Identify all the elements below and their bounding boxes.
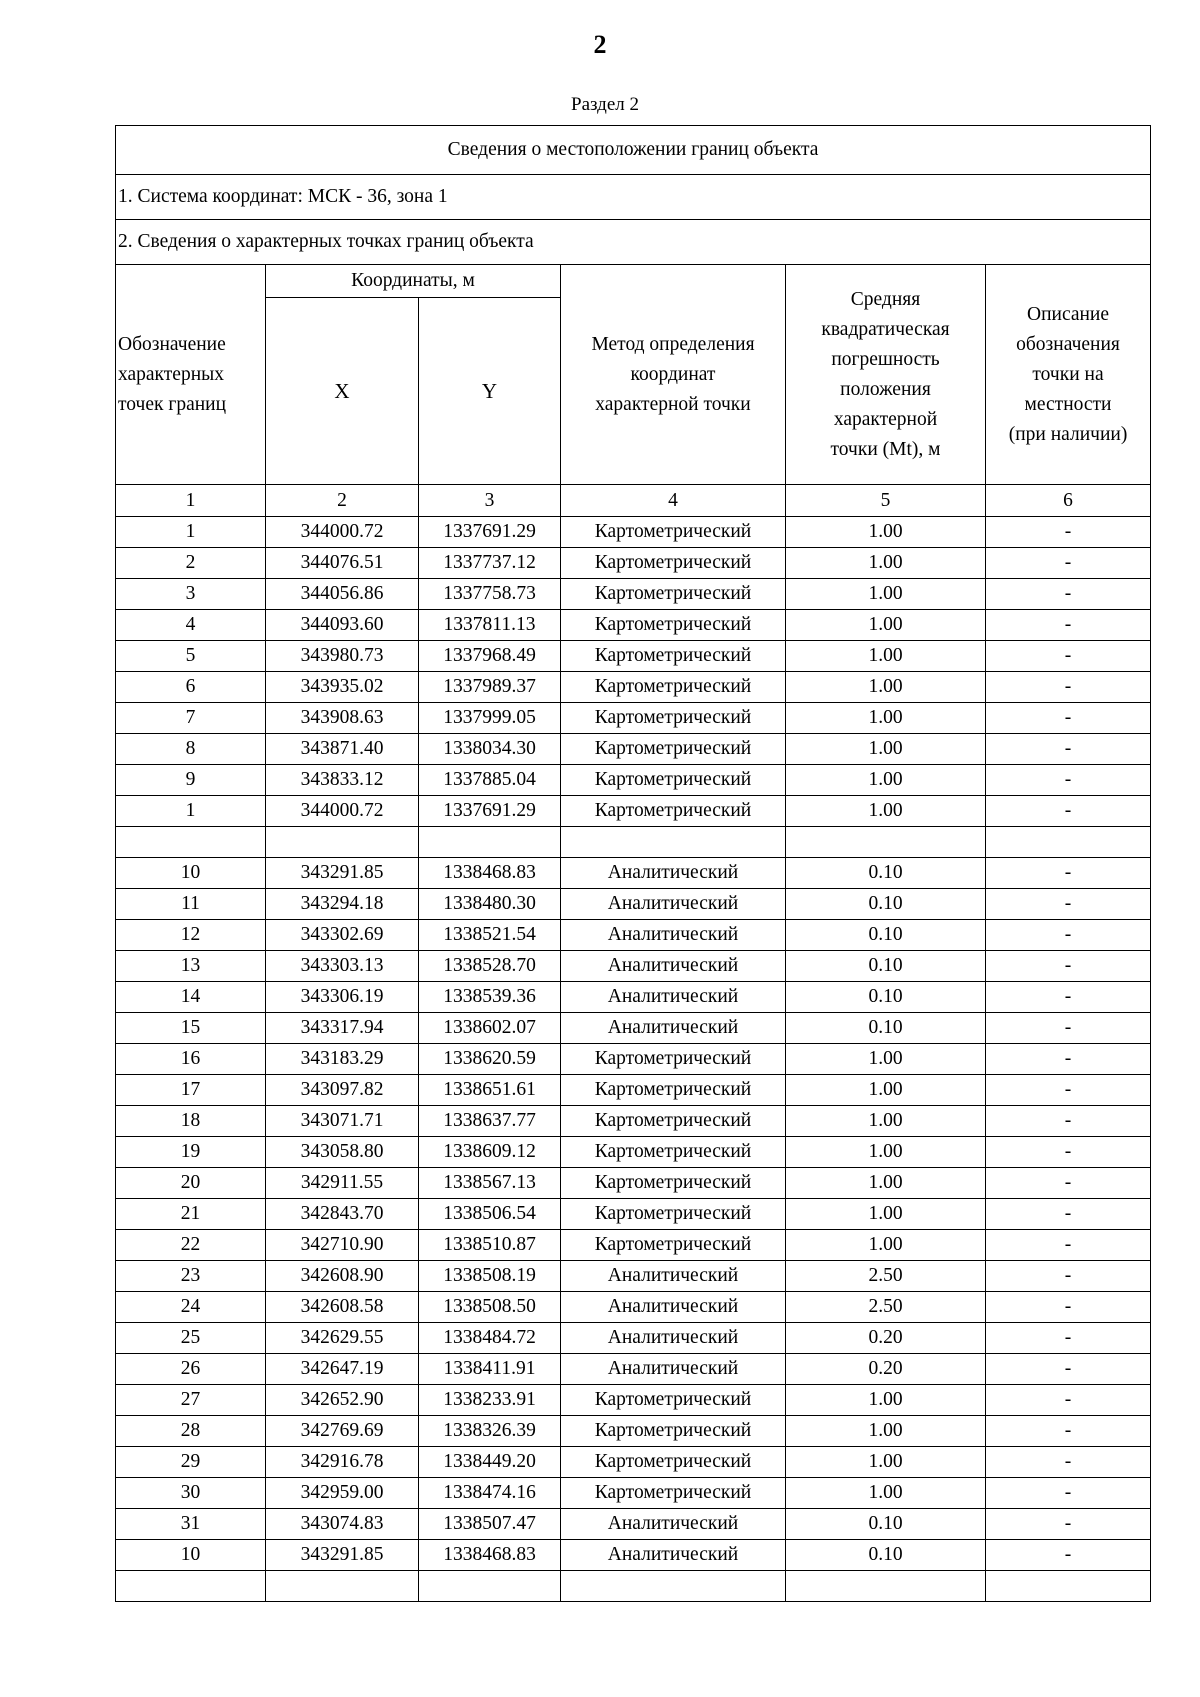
x-coordinate-cell: 343291.85	[266, 858, 419, 889]
point-designation-cell: 15	[116, 1013, 266, 1044]
header-coordinates: Координаты, м	[266, 265, 561, 298]
accuracy-cell	[786, 1571, 986, 1602]
point-designation-cell	[116, 827, 266, 858]
table-row	[116, 1509, 1151, 1540]
y-coordinate-cell: 1338508.50	[419, 1292, 561, 1323]
point-designation-cell: 10	[116, 1540, 266, 1571]
point-designation-cell: 30	[116, 1478, 266, 1509]
column-number: 6	[986, 485, 1151, 517]
table-body	[116, 517, 1151, 1602]
table-row	[116, 672, 1151, 703]
x-coordinate-cell: 343291.85	[266, 1540, 419, 1571]
description-cell: -	[986, 858, 1151, 889]
table-row	[116, 827, 1151, 858]
table-row	[116, 1354, 1151, 1385]
table-row	[116, 1013, 1151, 1044]
point-designation-cell: 13	[116, 951, 266, 982]
table-row	[116, 951, 1151, 982]
accuracy-cell: 1.00	[786, 1106, 986, 1137]
x-coordinate-cell: 343303.13	[266, 951, 419, 982]
description-cell: -	[986, 1354, 1151, 1385]
accuracy-cell: 0.10	[786, 920, 986, 951]
x-coordinate-cell: 344000.72	[266, 796, 419, 827]
header-line: обозначения	[1016, 333, 1120, 355]
description-cell: -	[986, 641, 1151, 672]
description-cell: -	[986, 1199, 1151, 1230]
y-coordinate-cell: 1338034.30	[419, 734, 561, 765]
description-cell: -	[986, 548, 1151, 579]
table-row	[116, 1199, 1151, 1230]
description-cell: -	[986, 1416, 1151, 1447]
section-label: Раздел 2	[571, 94, 639, 115]
method-cell: Картометрический	[561, 517, 786, 548]
y-coordinate-cell	[419, 1571, 561, 1602]
table-row	[116, 548, 1151, 579]
x-coordinate-cell: 342916.78	[266, 1447, 419, 1478]
accuracy-cell: 1.00	[786, 548, 986, 579]
table-row	[116, 734, 1151, 765]
header-line: характерных	[118, 363, 224, 385]
point-designation-cell: 10	[116, 858, 266, 889]
table-row	[116, 1075, 1151, 1106]
accuracy-cell: 1.00	[786, 517, 986, 548]
method-cell: Аналитический	[561, 920, 786, 951]
x-coordinate-cell: 342710.90	[266, 1230, 419, 1261]
x-coordinate-cell: 342647.19	[266, 1354, 419, 1385]
point-designation-cell: 11	[116, 889, 266, 920]
method-cell: Картометрический	[561, 1199, 786, 1230]
point-designation-cell: 5	[116, 641, 266, 672]
table-row	[116, 1447, 1151, 1478]
method-cell: Картометрический	[561, 641, 786, 672]
accuracy-cell: 1.00	[786, 796, 986, 827]
y-coordinate-cell: 1338411.91	[419, 1354, 561, 1385]
y-coordinate-cell: 1338609.12	[419, 1137, 561, 1168]
y-coordinate-cell: 1338521.54	[419, 920, 561, 951]
y-coordinate-cell: 1338480.30	[419, 889, 561, 920]
point-designation-cell: 29	[116, 1447, 266, 1478]
point-designation-cell: 26	[116, 1354, 266, 1385]
header-line: (при наличии)	[1008, 423, 1128, 445]
method-cell: Картометрический	[561, 1447, 786, 1478]
y-coordinate-cell: 1338510.87	[419, 1230, 561, 1261]
column-number: 1	[116, 485, 266, 517]
y-coordinate-cell: 1338326.39	[419, 1416, 561, 1447]
accuracy-cell: 0.10	[786, 889, 986, 920]
method-cell	[561, 827, 786, 858]
description-cell: -	[986, 1075, 1151, 1106]
x-coordinate-cell: 342911.55	[266, 1168, 419, 1199]
x-coordinate-cell: 343071.71	[266, 1106, 419, 1137]
method-cell: Аналитический	[561, 1013, 786, 1044]
x-coordinate-cell: 344093.60	[266, 610, 419, 641]
description-cell: -	[986, 610, 1151, 641]
y-coordinate-cell: 1337811.13	[419, 610, 561, 641]
x-coordinate-cell: 343306.19	[266, 982, 419, 1013]
y-coordinate-cell: 1337737.12	[419, 548, 561, 579]
method-cell: Картометрический	[561, 610, 786, 641]
method-cell: Аналитический	[561, 1509, 786, 1540]
accuracy-cell: 1.00	[786, 1168, 986, 1199]
description-cell: -	[986, 672, 1151, 703]
accuracy-cell	[786, 827, 986, 858]
point-designation-cell: 6	[116, 672, 266, 703]
method-cell: Аналитический	[561, 1261, 786, 1292]
table-row	[116, 982, 1151, 1013]
y-coordinate-cell: 1338233.91	[419, 1385, 561, 1416]
column-number: 4	[561, 485, 786, 517]
accuracy-cell: 1.00	[786, 703, 986, 734]
y-coordinate-cell: 1338620.59	[419, 1044, 561, 1075]
coordinate-system: 1. Система координат: МСК - 36, зона 1	[116, 175, 1151, 220]
point-designation-cell: 22	[116, 1230, 266, 1261]
method-cell: Картометрический	[561, 1137, 786, 1168]
accuracy-cell: 2.50	[786, 1292, 986, 1323]
description-cell: -	[986, 1137, 1151, 1168]
boundary-points-table	[115, 125, 1151, 1602]
point-designation-cell: 17	[116, 1075, 266, 1106]
y-coordinate-cell: 1337691.29	[419, 796, 561, 827]
header-line: точки на	[1032, 363, 1104, 385]
description-cell: -	[986, 920, 1151, 951]
header-line: Обозначение	[118, 333, 226, 355]
accuracy-cell: 0.10	[786, 1509, 986, 1540]
method-cell: Аналитический	[561, 1540, 786, 1571]
table-row	[116, 1230, 1151, 1261]
table-row	[116, 1323, 1151, 1354]
point-designation-cell: 18	[116, 1106, 266, 1137]
y-coordinate-cell: 1338539.36	[419, 982, 561, 1013]
y-coordinate-cell: 1338449.20	[419, 1447, 561, 1478]
accuracy-cell: 1.00	[786, 765, 986, 796]
table-row	[116, 1261, 1151, 1292]
y-coordinate-cell	[419, 827, 561, 858]
table-row	[116, 1478, 1151, 1509]
accuracy-cell: 2.50	[786, 1261, 986, 1292]
header-line: положения	[840, 378, 931, 400]
x-coordinate-cell: 342652.90	[266, 1385, 419, 1416]
x-coordinate-cell: 343980.73	[266, 641, 419, 672]
y-coordinate-cell: 1338508.19	[419, 1261, 561, 1292]
page-number: 2	[593, 30, 607, 59]
method-cell: Аналитический	[561, 1354, 786, 1385]
point-designation-cell: 16	[116, 1044, 266, 1075]
x-coordinate-cell: 343871.40	[266, 734, 419, 765]
point-designation-cell: 1	[116, 517, 266, 548]
accuracy-cell: 1.00	[786, 579, 986, 610]
x-coordinate-cell: 343302.69	[266, 920, 419, 951]
method-cell: Аналитический	[561, 1292, 786, 1323]
accuracy-cell: 1.00	[786, 1478, 986, 1509]
header-description	[986, 265, 1151, 485]
description-cell: -	[986, 517, 1151, 548]
point-designation-cell: 7	[116, 703, 266, 734]
description-cell	[986, 827, 1151, 858]
x-coordinate-cell: 343935.02	[266, 672, 419, 703]
accuracy-cell: 0.20	[786, 1354, 986, 1385]
y-coordinate-cell: 1337691.29	[419, 517, 561, 548]
y-coordinate-cell: 1337885.04	[419, 765, 561, 796]
table-row	[116, 858, 1151, 889]
description-cell: -	[986, 703, 1151, 734]
table-title: Сведения о местоположении границ объекта	[116, 126, 1151, 175]
method-cell: Аналитический	[561, 982, 786, 1013]
method-cell: Картометрический	[561, 1168, 786, 1199]
point-designation-cell: 8	[116, 734, 266, 765]
description-cell: -	[986, 1509, 1151, 1540]
description-cell: -	[986, 1044, 1151, 1075]
description-cell: -	[986, 1447, 1151, 1478]
point-designation-cell: 4	[116, 610, 266, 641]
y-coordinate-cell: 1338468.83	[419, 1540, 561, 1571]
table-row	[116, 1385, 1151, 1416]
method-cell: Картометрический	[561, 1385, 786, 1416]
header-line: координат	[630, 363, 716, 385]
point-designation-cell: 14	[116, 982, 266, 1013]
point-designation-cell: 24	[116, 1292, 266, 1323]
table-row	[116, 765, 1151, 796]
description-cell: -	[986, 889, 1151, 920]
accuracy-cell: 0.10	[786, 1540, 986, 1571]
y-coordinate-cell: 1338651.61	[419, 1075, 561, 1106]
description-cell: -	[986, 1385, 1151, 1416]
description-cell	[986, 1571, 1151, 1602]
points-caption: 2. Сведения о характерных точках границ объекта	[116, 220, 1151, 265]
point-designation-cell: 9	[116, 765, 266, 796]
accuracy-cell: 0.10	[786, 982, 986, 1013]
header-line: точек границ	[118, 393, 227, 415]
table-row	[116, 889, 1151, 920]
table-row	[116, 1168, 1151, 1199]
point-designation-cell: 27	[116, 1385, 266, 1416]
header-line: Метод определения	[591, 333, 755, 355]
point-designation-cell	[116, 1571, 266, 1602]
x-coordinate-cell: 343074.83	[266, 1509, 419, 1540]
method-cell: Картометрический	[561, 734, 786, 765]
header-line: Средняя	[850, 288, 921, 310]
table-row	[116, 579, 1151, 610]
point-designation-cell: 20	[116, 1168, 266, 1199]
header-designation	[116, 265, 266, 485]
method-cell: Картометрический	[561, 703, 786, 734]
x-coordinate-cell: 343317.94	[266, 1013, 419, 1044]
accuracy-cell: 1.00	[786, 734, 986, 765]
table-row	[116, 1571, 1151, 1602]
table-row	[116, 1540, 1151, 1571]
accuracy-cell: 1.00	[786, 1199, 986, 1230]
y-coordinate-cell: 1338468.83	[419, 858, 561, 889]
table-row	[116, 1044, 1151, 1075]
x-coordinate-cell: 344076.51	[266, 548, 419, 579]
method-cell: Аналитический	[561, 889, 786, 920]
table-row	[116, 796, 1151, 827]
y-coordinate-cell: 1337989.37	[419, 672, 561, 703]
description-cell: -	[986, 796, 1151, 827]
method-cell: Аналитический	[561, 1323, 786, 1354]
description-cell: -	[986, 1478, 1151, 1509]
point-designation-cell: 25	[116, 1323, 266, 1354]
description-cell: -	[986, 1261, 1151, 1292]
accuracy-cell: 0.10	[786, 951, 986, 982]
y-coordinate-cell: 1338602.07	[419, 1013, 561, 1044]
point-designation-cell: 23	[116, 1261, 266, 1292]
header-x: X	[266, 298, 419, 485]
y-coordinate-cell: 1338507.47	[419, 1509, 561, 1540]
description-cell: -	[986, 1292, 1151, 1323]
point-designation-cell: 12	[116, 920, 266, 951]
point-designation-cell: 2	[116, 548, 266, 579]
header-line: характерной	[833, 408, 938, 430]
table-row	[116, 1106, 1151, 1137]
column-number: 2	[266, 485, 419, 517]
y-coordinate-cell: 1337968.49	[419, 641, 561, 672]
method-cell: Картометрический	[561, 1106, 786, 1137]
accuracy-cell: 1.00	[786, 641, 986, 672]
method-cell: Картометрический	[561, 548, 786, 579]
accuracy-cell: 1.00	[786, 1075, 986, 1106]
accuracy-cell: 0.20	[786, 1323, 986, 1354]
accuracy-cell: 0.10	[786, 1013, 986, 1044]
point-designation-cell: 3	[116, 579, 266, 610]
description-cell: -	[986, 982, 1151, 1013]
table-row	[116, 610, 1151, 641]
accuracy-cell: 1.00	[786, 610, 986, 641]
y-coordinate-cell: 1338637.77	[419, 1106, 561, 1137]
x-coordinate-cell: 343183.29	[266, 1044, 419, 1075]
x-coordinate-cell	[266, 1571, 419, 1602]
y-coordinate-cell: 1338528.70	[419, 951, 561, 982]
table-row	[116, 1292, 1151, 1323]
y-coordinate-cell: 1338484.72	[419, 1323, 561, 1354]
accuracy-cell: 1.00	[786, 1137, 986, 1168]
method-cell: Картометрический	[561, 1230, 786, 1261]
y-coordinate-cell: 1338474.16	[419, 1478, 561, 1509]
method-cell: Картометрический	[561, 1478, 786, 1509]
x-coordinate-cell	[266, 827, 419, 858]
table-row	[116, 703, 1151, 734]
column-number: 5	[786, 485, 986, 517]
header-line: Описание	[1027, 303, 1110, 325]
header-accuracy	[786, 265, 986, 485]
method-cell: Картометрический	[561, 1044, 786, 1075]
point-designation-cell: 31	[116, 1509, 266, 1540]
x-coordinate-cell: 342608.90	[266, 1261, 419, 1292]
column-number: 3	[419, 485, 561, 517]
accuracy-cell: 1.00	[786, 1447, 986, 1478]
x-coordinate-cell: 344000.72	[266, 517, 419, 548]
method-cell: Аналитический	[561, 858, 786, 889]
method-cell	[561, 1571, 786, 1602]
description-cell: -	[986, 1013, 1151, 1044]
accuracy-cell: 1.00	[786, 1044, 986, 1075]
accuracy-cell: 0.10	[786, 858, 986, 889]
method-cell: Картометрический	[561, 1416, 786, 1447]
y-coordinate-cell: 1337758.73	[419, 579, 561, 610]
accuracy-cell: 1.00	[786, 672, 986, 703]
table-row	[116, 1137, 1151, 1168]
x-coordinate-cell: 343294.18	[266, 889, 419, 920]
header-line: точки (Mt), м	[830, 438, 941, 460]
column-numbers-row	[116, 485, 1151, 517]
description-cell: -	[986, 765, 1151, 796]
header-line: квадратическая	[821, 318, 950, 340]
header-method	[561, 265, 786, 485]
description-cell: -	[986, 579, 1151, 610]
x-coordinate-cell: 343833.12	[266, 765, 419, 796]
y-coordinate-cell: 1338506.54	[419, 1199, 561, 1230]
x-coordinate-cell: 343908.63	[266, 703, 419, 734]
description-cell: -	[986, 1106, 1151, 1137]
method-cell: Картометрический	[561, 1075, 786, 1106]
y-coordinate-cell: 1338567.13	[419, 1168, 561, 1199]
method-cell: Аналитический	[561, 951, 786, 982]
method-cell: Картометрический	[561, 796, 786, 827]
method-cell: Картометрический	[561, 765, 786, 796]
accuracy-cell: 1.00	[786, 1230, 986, 1261]
header-y: Y	[419, 298, 561, 485]
x-coordinate-cell: 342843.70	[266, 1199, 419, 1230]
table-row	[116, 920, 1151, 951]
method-cell: Картометрический	[561, 672, 786, 703]
x-coordinate-cell: 343058.80	[266, 1137, 419, 1168]
table-row	[116, 641, 1151, 672]
y-coordinate-cell: 1337999.05	[419, 703, 561, 734]
description-cell: -	[986, 1168, 1151, 1199]
header-line: погрешность	[831, 348, 940, 370]
point-designation-cell: 21	[116, 1199, 266, 1230]
header-line: характерной точки	[595, 393, 751, 415]
description-cell: -	[986, 734, 1151, 765]
x-coordinate-cell: 343097.82	[266, 1075, 419, 1106]
description-cell: -	[986, 1323, 1151, 1354]
point-designation-cell: 19	[116, 1137, 266, 1168]
description-cell: -	[986, 1540, 1151, 1571]
method-cell: Картометрический	[561, 579, 786, 610]
description-cell: -	[986, 1230, 1151, 1261]
accuracy-cell: 1.00	[786, 1385, 986, 1416]
x-coordinate-cell: 342769.69	[266, 1416, 419, 1447]
description-cell: -	[986, 951, 1151, 982]
header-line: местности	[1024, 393, 1112, 415]
table-row	[116, 1416, 1151, 1447]
x-coordinate-cell: 342629.55	[266, 1323, 419, 1354]
point-designation-cell: 28	[116, 1416, 266, 1447]
x-coordinate-cell: 342959.00	[266, 1478, 419, 1509]
x-coordinate-cell: 344056.86	[266, 579, 419, 610]
x-coordinate-cell: 342608.58	[266, 1292, 419, 1323]
accuracy-cell: 1.00	[786, 1416, 986, 1447]
point-designation-cell: 1	[116, 796, 266, 827]
table-row	[116, 517, 1151, 548]
